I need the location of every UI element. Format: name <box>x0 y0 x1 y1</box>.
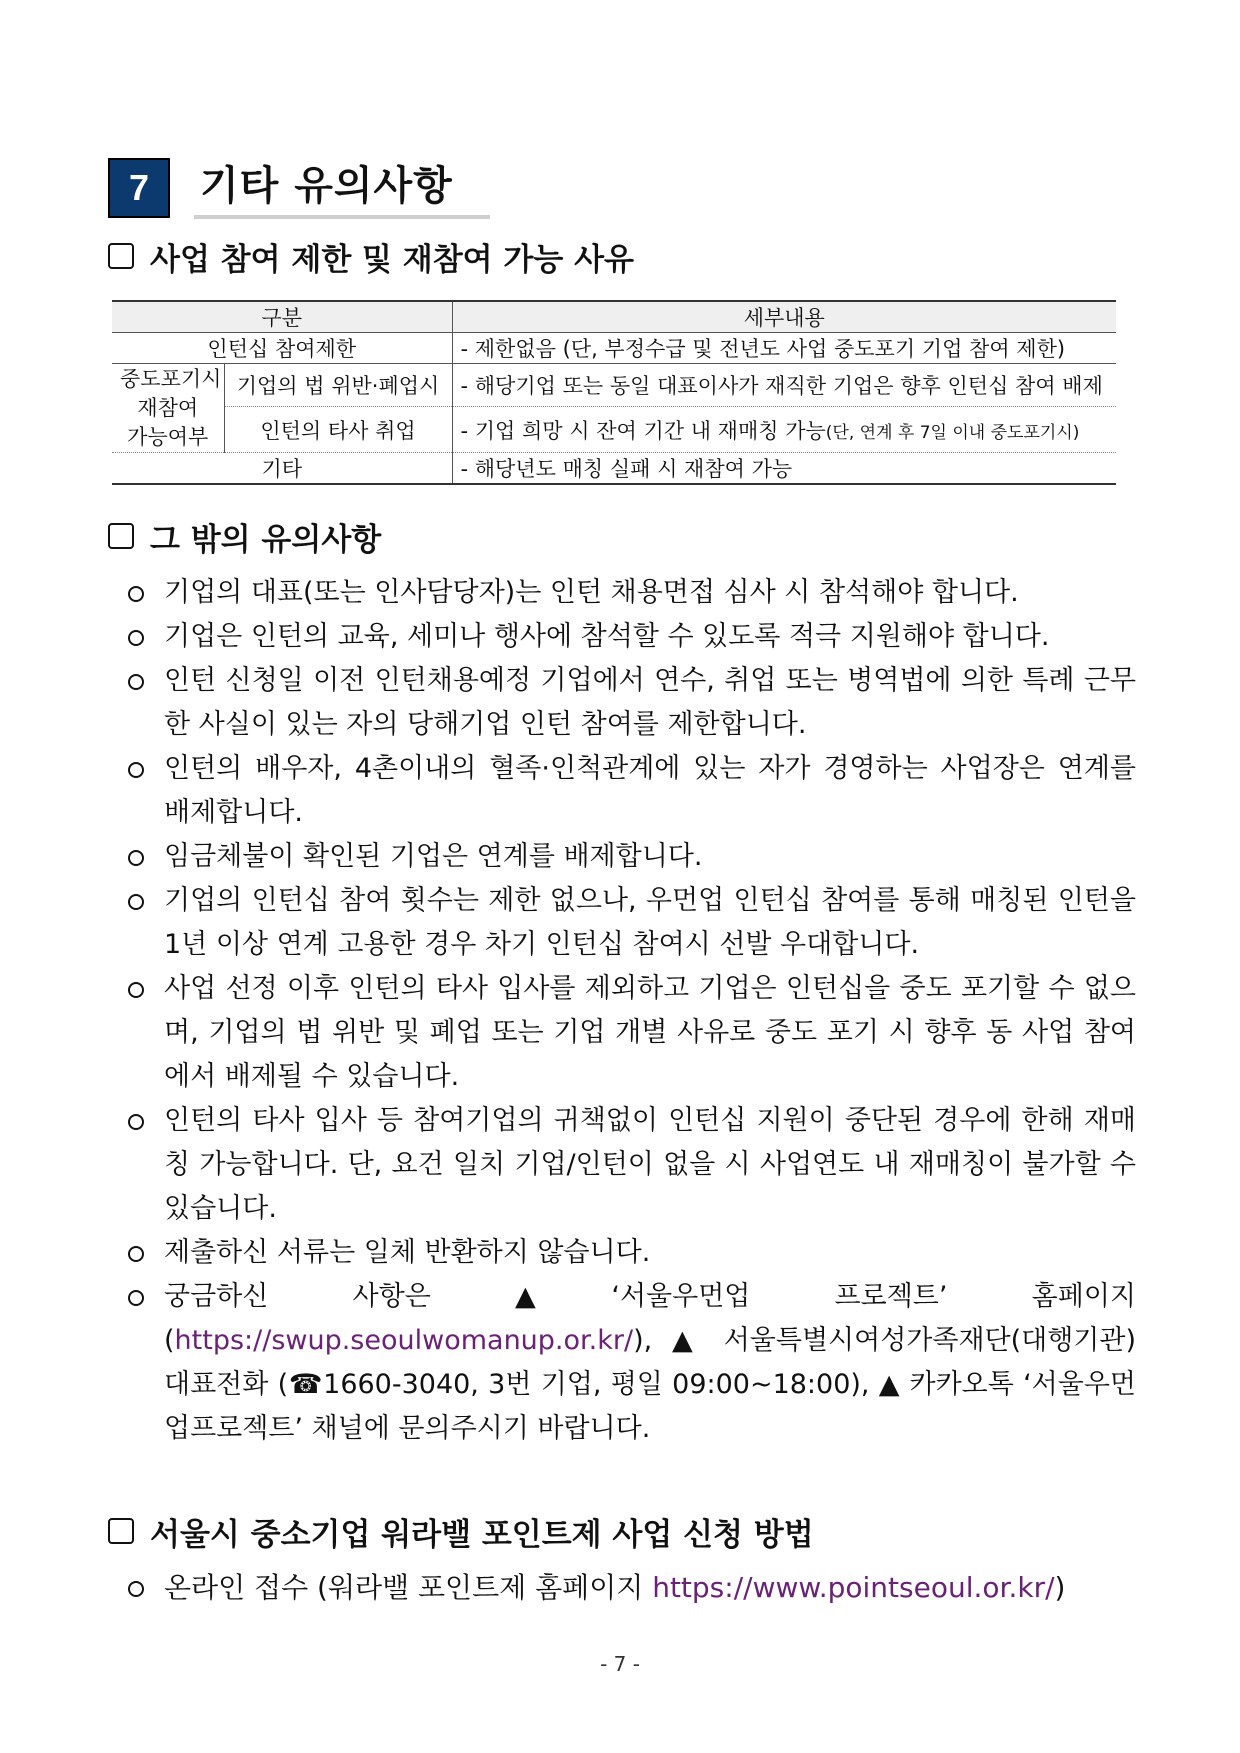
row-content: - 해당기업 또는 동일 대표이사가 재직한 기업은 향후 인턴십 참여 배제 <box>452 364 1116 407</box>
circle-bullet-icon <box>128 762 144 778</box>
table-row <box>112 407 1116 453</box>
row-label: 기타 <box>112 453 452 485</box>
group-label-line: 가능여부 <box>127 424 209 449</box>
homepage-link[interactable]: https://swup.seoulwomanup.or.kr/ <box>174 1325 634 1356</box>
row-label: 기업의 법 위반·폐업시 <box>224 364 452 407</box>
row-content: - 제한없음 (단, 부정수급 및 전년도 사업 중도포기 기업 참여 제한) <box>452 333 1116 364</box>
list-item-text: 기업의 인턴십 참여 횟수는 제한 없으나, 우먼업 인턴십 참여를 통해 매칭된 인턴을 1년 이상 연계 고용한 경우 차기 인턴십 참여시 선발 우대합니다. <box>164 885 1136 960</box>
circle-bullet-icon <box>128 982 144 998</box>
list-item-text: 기업의 대표(또는 인사담당자)는 인턴 채용면접 심사 시 참석해야 합니다. <box>164 577 1019 608</box>
list-item-text: 임금체불이 확인된 기업은 연계를 배제합니다. <box>164 841 703 872</box>
subheading-text: 사업 참여 제한 및 재참여 가능 사유 <box>150 241 634 278</box>
list-item-text: 제출하신 서류는 일체 반환하지 않습니다. <box>164 1237 651 1268</box>
row-label: 인턴십 참여제한 <box>112 333 452 364</box>
list-item-text: 인턴의 배우자, 4촌이내의 혈족·인척관계에 있는 자가 경영하는 사업장은 연계를 배제합니다. <box>164 753 1136 828</box>
row-label: 인턴의 타사 취업 <box>224 407 452 453</box>
list-item <box>128 747 1136 835</box>
contact-item <box>128 1275 1136 1451</box>
apply-list <box>128 1566 1138 1610</box>
list-item <box>128 1231 1136 1275</box>
notes-list <box>128 571 1136 1451</box>
header-details: 세부내용 <box>452 301 1116 333</box>
list-item-text: 인턴 신청일 이전 인턴채용예정 기업에서 연수, 취업 또는 병역법에 의한 특례 근무한 사실이 있는 자의 당해기업 인턴 참여를 제한합니다. <box>164 665 1136 740</box>
list-item <box>128 879 1136 967</box>
checkbox-icon <box>108 1518 134 1544</box>
circle-bullet-icon <box>128 894 144 910</box>
circle-bullet-icon <box>128 1114 144 1130</box>
contact-lead-text: 궁금하신 사항은 ▲‘서울우먼업 프로젝트’ 홈페이지( <box>164 1281 1136 1356</box>
circle-bullet-icon <box>128 1246 144 1262</box>
checkbox-icon <box>108 243 134 269</box>
section-number: 7 <box>108 158 170 218</box>
table-header-row <box>112 301 1116 333</box>
group-label-line: 중도포기시 <box>120 366 222 391</box>
subheading-text: 그 밖의 유의사항 <box>150 521 382 558</box>
table-row <box>112 333 1116 364</box>
subheading-apply-method <box>108 1511 814 1551</box>
circle-bullet-icon <box>128 674 144 690</box>
list-item <box>128 659 1136 747</box>
row-content <box>452 407 1116 453</box>
table-row <box>112 453 1116 485</box>
list-item <box>128 571 1136 615</box>
list-item <box>128 835 1136 879</box>
contact-rest-text: ), ▲ 서울특별시여성가족재단(대행기관) 대표전화 (☎1660-3040, 3번 기업, 평일 09:00~18:00), ▲ 카카오톡 ‘서울우먼업프로젝트’ 채널에 문의주시기 바랍니다. <box>164 1325 1136 1444</box>
pointseoul-link[interactable]: https://www.pointseoul.or.kr/ <box>652 1571 1055 1604</box>
circle-bullet-icon <box>128 1581 144 1597</box>
section-heading <box>108 158 498 220</box>
section-title: 기타 유의사항 <box>200 163 453 209</box>
list-item <box>128 1099 1136 1231</box>
checkbox-icon <box>108 523 134 549</box>
subheading-other-notes <box>108 516 381 556</box>
circle-bullet-icon <box>128 586 144 602</box>
list-item <box>128 1566 1138 1610</box>
circle-bullet-icon <box>128 1290 144 1306</box>
list-item-text: 사업 선정 이후 인턴의 타사 입사를 제외하고 기업은 인턴십을 중도 포기할 수 없으며, 기업의 법 위반 및 폐업 또는 기업 개별 사유로 중도 포기 시 향후 동 사업 참여에서 배제될 수 있습니다. <box>164 973 1136 1092</box>
row-content: - 해당년도 매칭 실패 시 재참여 가능 <box>452 453 1116 485</box>
row-content-main: - 기업 희망 시 잔여 기간 내 재매칭 가능 <box>460 418 826 443</box>
list-item-text: 인턴의 타사 입사 등 참여기업의 귀책없이 인턴십 지원이 중단된 경우에 한해 재매칭 가능합니다. 단, 요건 일치 기업/인턴이 없을 시 사업연도 내 재매칭이 불가할 수 있습니다. <box>164 1105 1136 1224</box>
table-row <box>112 364 1116 407</box>
list-item-text: 기업은 인턴의 교육, 세미나 행사에 참석할 수 있도록 적극 지원해야 합니다. <box>164 621 1050 652</box>
group-label <box>112 364 224 453</box>
restriction-table <box>112 300 1116 485</box>
header-category: 구분 <box>112 301 452 333</box>
subheading-restrictions <box>108 236 634 276</box>
group-label-line: 재참여 <box>137 395 199 420</box>
apply-close: ) <box>1054 1571 1066 1604</box>
apply-text: 온라인 접수 (워라밸 포인트제 홈페이지 <box>164 1571 653 1604</box>
row-content-note: (단, 연계 후 7일 이내 중도포기시) <box>825 422 1080 443</box>
section-underline <box>194 215 490 219</box>
list-item <box>128 615 1136 659</box>
page-number: - 7 - <box>600 1652 640 1676</box>
circle-bullet-icon <box>128 630 144 646</box>
subheading-text: 서울시 중소기업 워라밸 포인트제 사업 신청 방법 <box>150 1516 814 1553</box>
circle-bullet-icon <box>128 850 144 866</box>
list-item <box>128 967 1136 1099</box>
